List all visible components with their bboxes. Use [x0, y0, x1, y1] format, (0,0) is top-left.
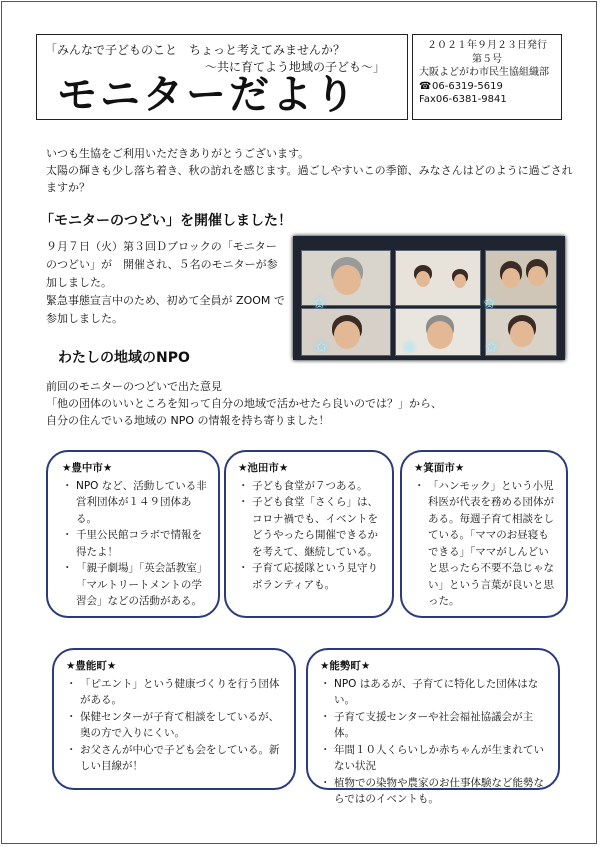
list-item: ・ 「ハンモック」という小児科医が代表を務める団体がある。毎週子育て相談をしている。「ママのお昼寝もできる」「ママがしんどいと思ったら不要不急じゃない」という言葉が良いと思った。 — [414, 478, 556, 610]
list-item: ・ 保健センターが子育て相談をしているが、奥の方で入りにくい。 — [66, 709, 284, 742]
npo-heading: わたしの地域のNPO — [58, 350, 190, 366]
card-list — [238, 478, 384, 594]
npo-card-toyonaka — [46, 450, 220, 618]
list-item: ・ NPO はあるが、子育てに特化した団体はない。 — [320, 676, 550, 709]
list-item: ・ 千里公民館コラボで情報を得たよ！ — [62, 527, 208, 560]
list-item: ・ 「親子劇場」「英会話教室」「マルトリートメントの学習会」などの活動がある。 — [62, 560, 208, 610]
list-item: ・ NPO など、活動している非営利団体が１４９団体ある。 — [62, 478, 208, 528]
npo-card-minoh — [400, 450, 568, 618]
card-title: ★箕面市★ — [414, 462, 465, 474]
star-icon: ✩ — [403, 338, 416, 356]
card-list — [62, 478, 208, 610]
list-item: ・ お父さんが中心で子ども会をしている。新しい目線が！ — [66, 742, 284, 775]
card-list — [320, 676, 550, 808]
npo-intro-line3: 自分の住んでいる地域の NPO の情報を持ち寄りました！ — [46, 414, 330, 427]
list-item: ・ 子ども食堂が７つある。 — [238, 478, 384, 495]
event-para2: 緊急事態宣言中のため、初めて全員が ZOOM で参加しました。 — [46, 294, 285, 325]
tagline-line1: 「みんなで子どものこと ちょっと考えてみませんか？ — [45, 43, 346, 57]
star-icon: ✩ — [313, 294, 326, 312]
issue-number: 第５号 — [472, 53, 502, 65]
tagline-line2: ～共に育てよう地域の子ども～」 — [204, 60, 385, 74]
participant-tile — [395, 250, 481, 306]
card-title: ★能勢町★ — [320, 660, 371, 672]
newsletter-title: モニターだより — [57, 72, 358, 118]
fax-number: Fax06-6381-9841 — [419, 94, 507, 106]
npo-intro — [46, 378, 576, 429]
card-title: ★池田市★ — [238, 462, 289, 474]
issue-info-box — [412, 34, 562, 120]
card-title: ★豊能町★ — [66, 660, 117, 672]
telephone-number: 06-6319-5619 — [432, 80, 503, 92]
star-icon: ✩ — [483, 294, 496, 312]
card-list — [414, 478, 556, 610]
card-list — [66, 676, 284, 775]
masthead-box — [36, 34, 408, 120]
telephone-line — [419, 80, 555, 94]
npo-intro-line1: 前回のモニターのつどいで出た意見 — [46, 380, 222, 393]
npo-card-ikeda — [224, 450, 394, 618]
list-item: ・ 子育て応援隊という見守りボランティアも。 — [238, 560, 384, 593]
npo-card-nose — [306, 648, 560, 805]
star-icon: ✩ — [315, 338, 328, 356]
card-title: ★豊中市★ — [62, 462, 113, 474]
event-report — [46, 238, 286, 328]
zoom-meeting-photo — [293, 236, 565, 360]
list-item: ・ 子育て支援センターや社会福祉協議会が主体。 — [320, 709, 550, 742]
list-item: ・ 年間１０人くらいしか赤ちゃんが生まれていない状況 — [320, 742, 550, 775]
issue-date: ２０２１年９月２３日発行 — [427, 40, 547, 51]
telephone-icon: ☎ — [419, 80, 432, 92]
greeting-line2: 太陽の輝きも少し落ち着き、秋の訪れを感じます。過ごしやすいこの季節、みなさんはどのように過ごされますか？ — [46, 164, 573, 194]
greeting-line1: いつも生協をご利用いただきありがとうございます。 — [46, 147, 310, 160]
list-item: ・ 子ども食堂「さくら」は、コロナ禍でも、イベントをどうやったら開催できるかを考えて、継続している。 — [238, 494, 384, 560]
event-para1: ９月７日（火）第３回Ｄブロックの「モニターのつどい」が 開催され、５名のモニターが参加しました。 — [46, 240, 278, 289]
star-icon: ✩ — [485, 338, 498, 356]
list-item: ・ 「ピエント」という健康づくりを行う団体がある。 — [66, 676, 284, 709]
event-heading: 「モニターのつどい」を開催しました！ — [40, 213, 292, 229]
npo-intro-line2: 「他の団体のいいところを知って自分の地域で活かせたら良いのでは？」から、 — [46, 397, 442, 410]
list-item: ・ 植物での染物や農家のお仕事体験など能勢ならではのイベントも。 — [320, 775, 550, 808]
greeting-paragraph — [46, 145, 576, 196]
organization-name: 大阪よどがわ市民生協組織部 — [419, 67, 549, 79]
npo-card-toyono — [52, 648, 296, 790]
